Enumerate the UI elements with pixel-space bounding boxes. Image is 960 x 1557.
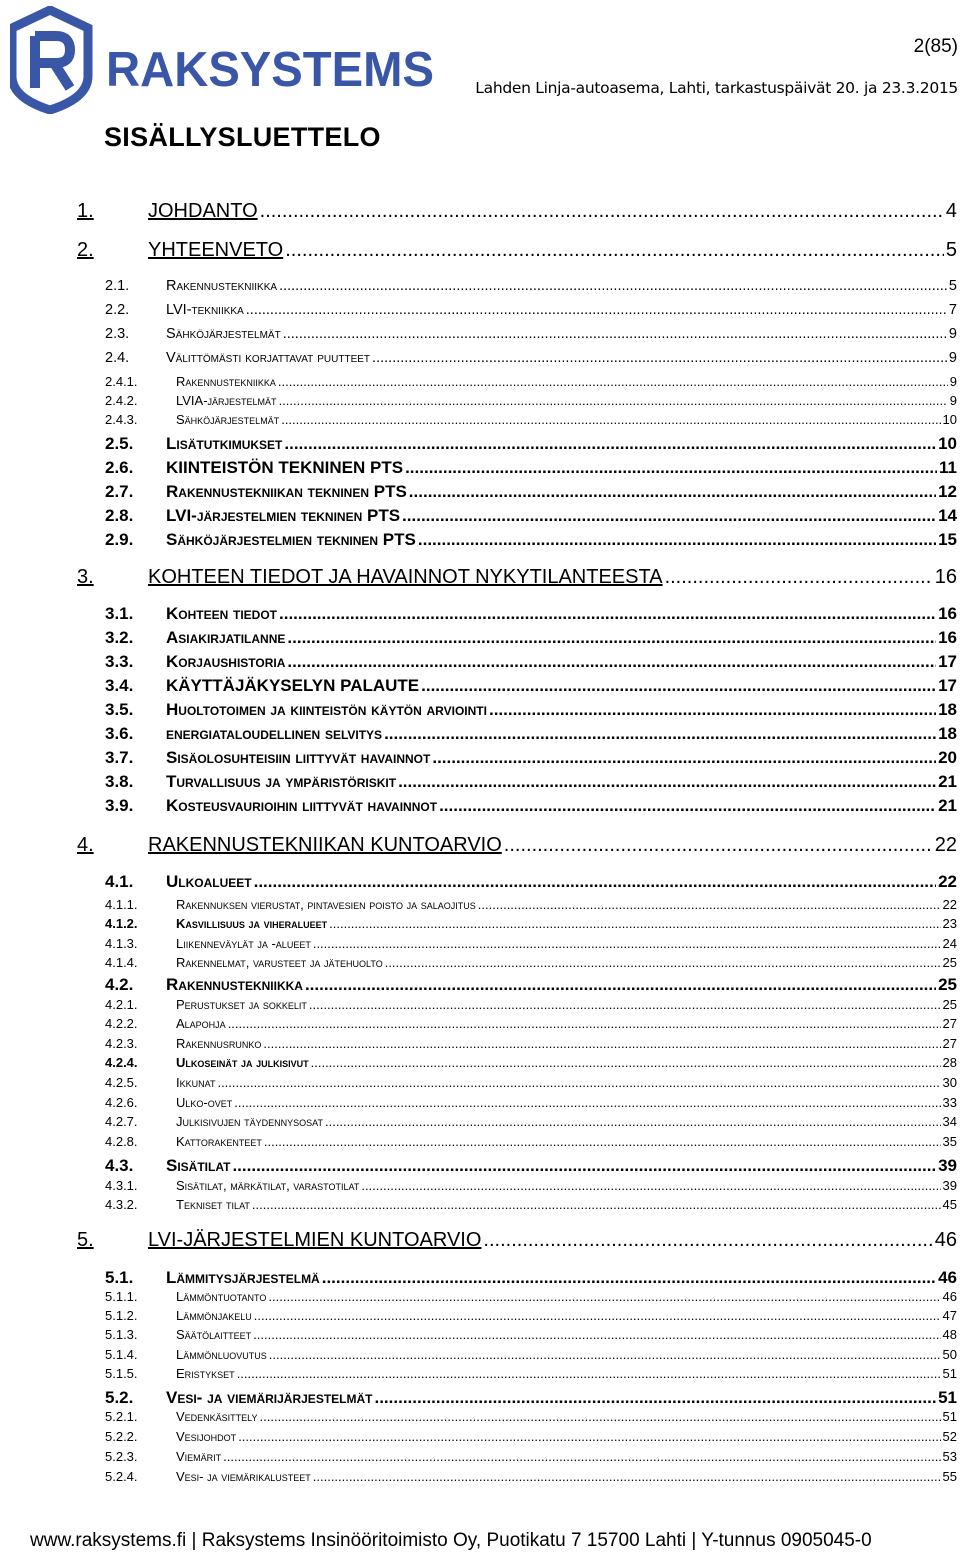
toc-entry-title: Vedenkäsittely [176,1409,258,1424]
toc-entry-number: 2.8. [105,506,134,525]
toc-entry-title: Lisätutkimukset [166,434,283,453]
toc-entry[interactable] [0,412,960,427]
toc-entry[interactable] [0,506,960,526]
toc-entry[interactable] [0,872,960,892]
toc-entry-page: 46 [938,1268,957,1287]
page-number: 2(85) [913,36,958,57]
toc-leader-dots [384,724,936,744]
toc-leader-dots [329,916,940,931]
toc-leader-dots [309,997,941,1012]
toc-entry[interactable] [0,1134,960,1149]
toc-entry[interactable] [0,326,960,342]
toc-leader-dots [234,1095,940,1110]
toc-leader-dots [483,1229,932,1252]
toc-entry-title: KOHTEEN TIEDOT JA HAVAINNOT NYKYTILANTEESTA [148,566,663,588]
toc-entry-title: Ikkunat [176,1075,216,1090]
toc-entry-page: 9 [949,374,957,389]
toc-entry-page: 16 [938,628,957,647]
toc-entry-number: 3.3. [105,652,134,671]
toc-entry-number: 2.1. [105,278,130,294]
toc-leader-dots [311,1055,941,1070]
toc-entry-title: Sähköjärjestelmät [166,326,281,342]
toc-entry-page: 9 [948,350,957,366]
toc-entry[interactable] [0,628,960,648]
toc-entry-title: KIINTEISTÖN TEKNINEN PTS [166,458,404,477]
toc-entry-page: 7 [948,302,957,318]
toc-entry[interactable] [0,604,960,624]
toc-entry-title: LVI-JÄRJESTELMIEN KUNTOARVIO [148,1229,482,1251]
toc-leader-dots [361,1178,940,1193]
toc-entry-title: Eristykset [176,1366,235,1381]
toc-entry-page: 46 [942,1289,957,1304]
toc-entry-number: 2.5. [105,434,134,453]
toc-leader-dots [418,530,936,550]
toc-leader-dots [278,374,948,389]
toc-entry[interactable] [0,374,960,389]
toc-entry-number: 2.3. [105,326,130,342]
toc-entry[interactable] [0,1449,960,1464]
toc-entry-title: LVIA-järjestelmät [176,393,277,408]
toc-entry-number: 4.3. [105,1156,134,1175]
toc-entry-title: Lämmönjakelu [176,1308,252,1323]
toc-entry-title: Perustukset ja sokkelit [176,997,307,1012]
toc-leader-dots [281,412,940,427]
toc-entry-number: 3.8. [105,772,134,791]
toc-entry-number: 1. [77,200,94,222]
toc-entry-title: LVI-järjestelmien tekninen PTS [166,506,401,525]
toc-entry-page: 14 [938,506,957,525]
toc-entry[interactable] [0,1388,960,1408]
toc-entry-number: 5.2.3. [105,1449,138,1464]
toc-entry-title: Rakennustekniikka [176,374,276,389]
toc-entry[interactable] [0,278,960,294]
toc-entry-title: Lämmönluovutus [176,1347,267,1362]
toc-entry-title: Sähköjärjestelmät [176,412,280,427]
toc-entry-page: 51 [942,1409,957,1424]
toc-entry-number: 4. [77,834,94,856]
brand-wordmark: RAKSYSTEMS [106,43,434,97]
toc-leader-dots [398,772,936,792]
toc-entry-title: Huoltotoimen ja kiinteistön käytön arviointi [166,700,487,719]
page-title: SISÄLLYSLUETTELO [104,122,381,152]
toc-entry-title: KÄYTTÄJÄKYSELYN PALAUTE [166,676,420,695]
toc-entry-page: 34 [942,1114,957,1129]
toc-entry[interactable] [0,1178,960,1193]
toc-entry-page: 24 [942,936,957,951]
toc-entry-page: 20 [938,748,957,767]
toc-leader-dots [374,1388,936,1408]
toc-entry[interactable] [0,1055,960,1070]
toc-entry[interactable] [0,936,960,951]
toc-entry-number: 4.2.7. [105,1114,138,1129]
toc-entry-page: 18 [938,724,957,743]
toc-leader-dots [313,936,941,951]
toc-leader-dots [322,1268,936,1288]
toc-entry-number: 4.2.8. [105,1134,138,1149]
toc-entry[interactable] [0,897,960,912]
toc-entry-page: 18 [938,700,957,719]
toc-entry-title: Viemärit [176,1449,222,1464]
toc-entry[interactable] [0,1229,960,1252]
toc-leader-dots [665,566,933,589]
toc-leader-dots [232,1156,936,1176]
toc-leader-dots [439,796,936,816]
toc-entry[interactable] [0,1327,960,1342]
toc-entry[interactable] [0,200,960,223]
toc-entry-page: 47 [942,1308,957,1323]
toc-entry-number: 5.2.4. [105,1469,138,1484]
toc-entry[interactable] [0,1469,960,1484]
toc-leader-dots [504,834,933,857]
toc-leader-dots [279,393,948,408]
toc-entry-number: 4.1.3. [105,936,138,951]
toc-entry[interactable] [0,350,960,366]
toc-entry-title: Alapohja [176,1016,226,1031]
toc-entry[interactable] [0,434,960,454]
toc-entry-number: 5.2.1. [105,1409,138,1424]
toc-entry-title: Vesi- ja viemärikalusteet [176,1469,311,1484]
toc-entry[interactable] [0,975,960,995]
toc-entry-page: 22 [938,872,957,891]
toc-entry[interactable] [0,724,960,744]
toc-entry-title: energiataloudellinen selvitys [166,724,383,743]
toc-entry[interactable] [0,1197,960,1212]
toc-entry-page: 21 [938,772,957,791]
toc-entry-number: 3. [77,566,94,588]
toc-entry-page: 35 [942,1134,957,1149]
toc-entry-number: 4.1.4. [105,955,138,970]
toc-entry-title: Vesijohdot [176,1429,237,1444]
toc-entry-page: 9 [948,326,957,342]
toc-entry-title: Sisäolosuhteisiin liittyvät havainnot [166,748,431,767]
toc-entry-page: 46 [934,1229,957,1251]
toc-leader-dots [264,1134,941,1149]
toc-entry[interactable] [0,997,960,1012]
toc-entry-page: 39 [942,1178,957,1193]
toc-entry[interactable] [0,482,960,502]
toc-entry-number: 4.1. [105,872,134,891]
toc-leader-dots [421,676,936,696]
toc-leader-dots [313,1469,941,1484]
toc-entry-title: Sisätilat, märkätilat, varastotilat [176,1178,360,1193]
toc-entry[interactable] [0,700,960,720]
toc-leader-dots [305,975,936,995]
toc-entry-page: 25 [938,975,957,994]
toc-entry[interactable] [0,1429,960,1444]
toc-entry[interactable] [0,1075,960,1090]
toc-entry[interactable] [0,916,960,931]
toc-entry-page: 50 [942,1347,957,1362]
toc-entry-number: 2.4.2. [105,393,138,408]
toc-entry-number: 4.2.4. [105,1055,138,1070]
toc-entry-title: Kohteen tiedot [166,604,278,623]
toc-entry[interactable] [0,530,960,550]
toc-entry-page: 52 [942,1429,957,1444]
toc-entry-page: 53 [942,1449,957,1464]
toc-entry[interactable] [0,302,960,318]
toc-entry-title: Rakennustekniikan tekninen PTS [166,482,407,501]
toc-entry-number: 5.1.3. [105,1327,138,1342]
toc-leader-dots [402,506,936,526]
toc-entry-number: 3.4. [105,676,134,695]
toc-entry-title: Ulkoalueet [166,872,252,891]
toc-entry-number: 4.2.6. [105,1095,138,1110]
toc-entry-page: 23 [942,916,957,931]
shield-logo-icon [12,10,88,110]
toc-leader-dots [285,239,944,262]
toc-leader-dots [254,872,936,892]
toc-entry-title: Kattorakenteet [176,1134,262,1149]
toc-entry-page: 39 [938,1156,957,1175]
toc-leader-dots [223,1449,940,1464]
toc-entry-page: 25 [942,955,957,970]
toc-entry-title: Rakennustekniikka [166,975,303,994]
toc-entry[interactable] [0,955,960,970]
toc-entry-number: 3.1. [105,604,134,623]
toc-leader-dots [385,955,941,970]
toc-entry-title: Lämmitysjärjestelmä [166,1268,320,1287]
toc-entry-title: Ulko-ovet [176,1095,233,1110]
toc-entry[interactable] [0,1409,960,1424]
toc-entry-number: 2.4.1. [105,374,138,389]
toc-entry-number: 3.7. [105,748,134,767]
toc-entry[interactable] [0,676,960,696]
toc-entry-page: 17 [938,652,957,671]
toc-entry-number: 4.2.3. [105,1036,138,1051]
footer: www.raksystems.fi | Raksystems Insinööritoimisto Oy, Puotikatu 7 15700 Lahti | Y-tunnus 0905045-0 [30,1530,872,1551]
toc-entry[interactable] [0,1289,960,1304]
toc-entry-number: 4.2. [105,975,134,994]
toc-entry-page: 27 [942,1036,957,1051]
toc-entry[interactable] [0,566,960,589]
toc-entry-title: Lämmöntuotanto [176,1289,267,1304]
toc-entry-page: 22 [942,897,957,912]
toc-leader-dots [284,434,936,454]
toc-leader-dots [325,1114,941,1129]
toc-entry-number: 4.2.5. [105,1075,138,1090]
toc-entry-page: 28 [942,1055,957,1070]
toc-entry[interactable] [0,772,960,792]
toc-leader-dots [478,897,941,912]
toc-entry-number: 2.9. [105,530,134,549]
toc-entry-number: 2.4.3. [105,412,138,427]
toc-leader-dots [253,1327,940,1342]
toc-entry-page: 15 [938,530,957,549]
header-info: Lahden Linja-autoasema, Lahti, tarkastuspäivät 20. ja 23.3.2015 [475,79,958,97]
toc-entry-title: Ulkoseinät ja julkisivut [176,1055,309,1070]
toc-entry-title: YHTEENVETO [148,239,284,261]
toc-entry[interactable] [0,239,960,262]
toc-entry-title: Välittömästi korjattavat puutteet [166,350,371,366]
toc-leader-dots [372,350,947,366]
toc-leader-dots [254,1308,941,1323]
toc-entry-page: 5 [945,239,957,261]
toc-entry-number: 3.5. [105,700,134,719]
toc-entry-page: 48 [942,1327,957,1342]
toc-entry-page: 10 [938,434,957,453]
toc-entry-number: 3.2. [105,628,134,647]
toc-entry-page: 12 [938,482,957,501]
toc-entry-number: 4.1.1. [105,897,138,912]
toc-entry[interactable] [0,834,960,857]
toc-entry-number: 3.9. [105,796,134,815]
toc-leader-dots [260,200,944,223]
toc-entry-page: 22 [934,834,957,856]
toc-leader-dots [409,482,936,502]
toc-entry-page: 16 [938,604,957,623]
toc-entry[interactable] [0,1095,960,1110]
toc-leader-dots [279,278,947,294]
toc-entry-page: 27 [942,1016,957,1031]
toc-entry-page: 30 [942,1075,957,1090]
toc-entry-page: 9 [949,393,957,408]
toc-leader-dots [238,1429,940,1444]
toc-entry-number: 2.2. [105,302,130,318]
toc-entry-page: 10 [942,412,957,427]
toc-entry-page: 25 [942,997,957,1012]
toc-entry-title: Sähköjärjestelmien tekninen PTS [166,530,416,549]
toc-entry-title: LVI-tekniikka [166,302,244,318]
toc-entry-number: 5.1.4. [105,1347,138,1362]
toc-entry-page: 51 [938,1388,957,1407]
raksystems-logo [10,6,440,114]
toc-entry[interactable] [0,1036,960,1051]
toc-entry-title: Turvallisuus ja ympäristöriskit [166,772,397,791]
toc-leader-dots [260,1409,941,1424]
toc-leader-dots [279,604,936,624]
toc-entry[interactable] [0,1347,960,1362]
toc-entry-number: 5. [77,1229,94,1251]
toc-entry-page: 11 [939,458,957,477]
toc-leader-dots [228,1016,941,1031]
toc-entry-number: 4.2.1. [105,997,138,1012]
toc-entry-title: Rakennuksen vierustat, pintavesien poisto ja salaojitus [176,897,476,912]
toc-entry[interactable] [0,1016,960,1031]
toc-entry-page: 33 [942,1095,957,1110]
toc-leader-dots [268,1289,940,1304]
toc-entry-page: 5 [948,278,957,294]
toc-entry-title: Vesi- ja viemärijärjestelmät [166,1388,373,1407]
toc-entry-page: 17 [938,676,957,695]
toc-entry[interactable] [0,458,960,478]
toc-entry-number: 5.2.2. [105,1429,138,1444]
toc-entry-number: 4.1.2. [105,916,138,931]
toc-entry[interactable] [0,1268,960,1288]
toc-leader-dots [432,748,936,768]
toc-leader-dots [283,326,947,342]
toc-entry-title: Kasvillisuus ja viheralueet [176,916,328,931]
toc-entry-number: 5.1.2. [105,1308,138,1323]
toc-entry-number: 5.2. [105,1388,134,1407]
toc-entry[interactable] [0,1114,960,1129]
toc-entry-title: Rakennelmat, varusteet ja jätehuolto [176,955,383,970]
toc-leader-dots [287,628,936,648]
toc-entry[interactable] [0,1366,960,1381]
toc-entry-number: 3.6. [105,724,134,743]
toc-leader-dots [287,652,936,672]
toc-leader-dots [246,302,947,318]
toc-entry-number: 4.3.2. [105,1197,138,1212]
toc-entry-number: 2.7. [105,482,134,501]
toc-entry-page: 21 [938,796,957,815]
toc-entry-title: Asiakirjatilanne [166,628,286,647]
toc-entry[interactable] [0,652,960,672]
toc-entry-number: 2.4. [105,350,130,366]
toc-entry[interactable] [0,1308,960,1323]
toc-entry-page: 51 [942,1366,957,1381]
toc-entry-title: Tekniset tilat [176,1197,250,1212]
toc-entry-page: 4 [945,200,957,222]
toc-leader-dots [405,458,937,478]
toc-leader-dots [269,1347,941,1362]
toc-entry-title: Rakennusrunko [176,1036,262,1051]
toc-entry-page: 45 [942,1197,957,1212]
toc-entry-number: 5.1.1. [105,1289,138,1304]
toc-entry-page: 55 [942,1469,957,1484]
toc-entry-title: Julkisivujen täydennysosat [176,1114,323,1129]
toc-entry-title: Sisätilat [166,1156,231,1175]
toc-entry-title: Kosteusvaurioihin liittyvät havainnot [166,796,438,815]
toc-leader-dots [252,1197,941,1212]
toc-entry-page: 16 [934,566,957,588]
toc-entry-number: 2.6. [105,458,134,477]
toc-leader-dots [263,1036,940,1051]
toc-entry-number: 4.3.1. [105,1178,138,1193]
toc-leader-dots [489,700,936,720]
toc-entry-title: RAKENNUSTEKNIIKAN KUNTOARVIO [148,834,502,856]
toc-entry-title: Liikenneväylät ja -alueet [176,936,311,951]
toc-entry-number: 2. [77,239,94,261]
toc-entry-number: 5.1.5. [105,1366,138,1381]
toc-entry-number: 5.1. [105,1268,134,1287]
toc-entry-number: 4.2.2. [105,1016,138,1031]
toc-leader-dots [217,1075,940,1090]
toc-entry[interactable] [0,748,960,768]
toc-entry-title: Rakennustekniikka [166,278,278,294]
toc-entry[interactable] [0,796,960,816]
toc-entry[interactable] [0,1156,960,1176]
toc-entry-title: Korjaushistoria [166,652,286,671]
toc-entry-title: Säätölaitteet [176,1327,252,1342]
toc-entry-title: JOHDANTO [148,200,258,222]
toc-leader-dots [237,1366,941,1381]
toc-entry[interactable] [0,393,960,408]
